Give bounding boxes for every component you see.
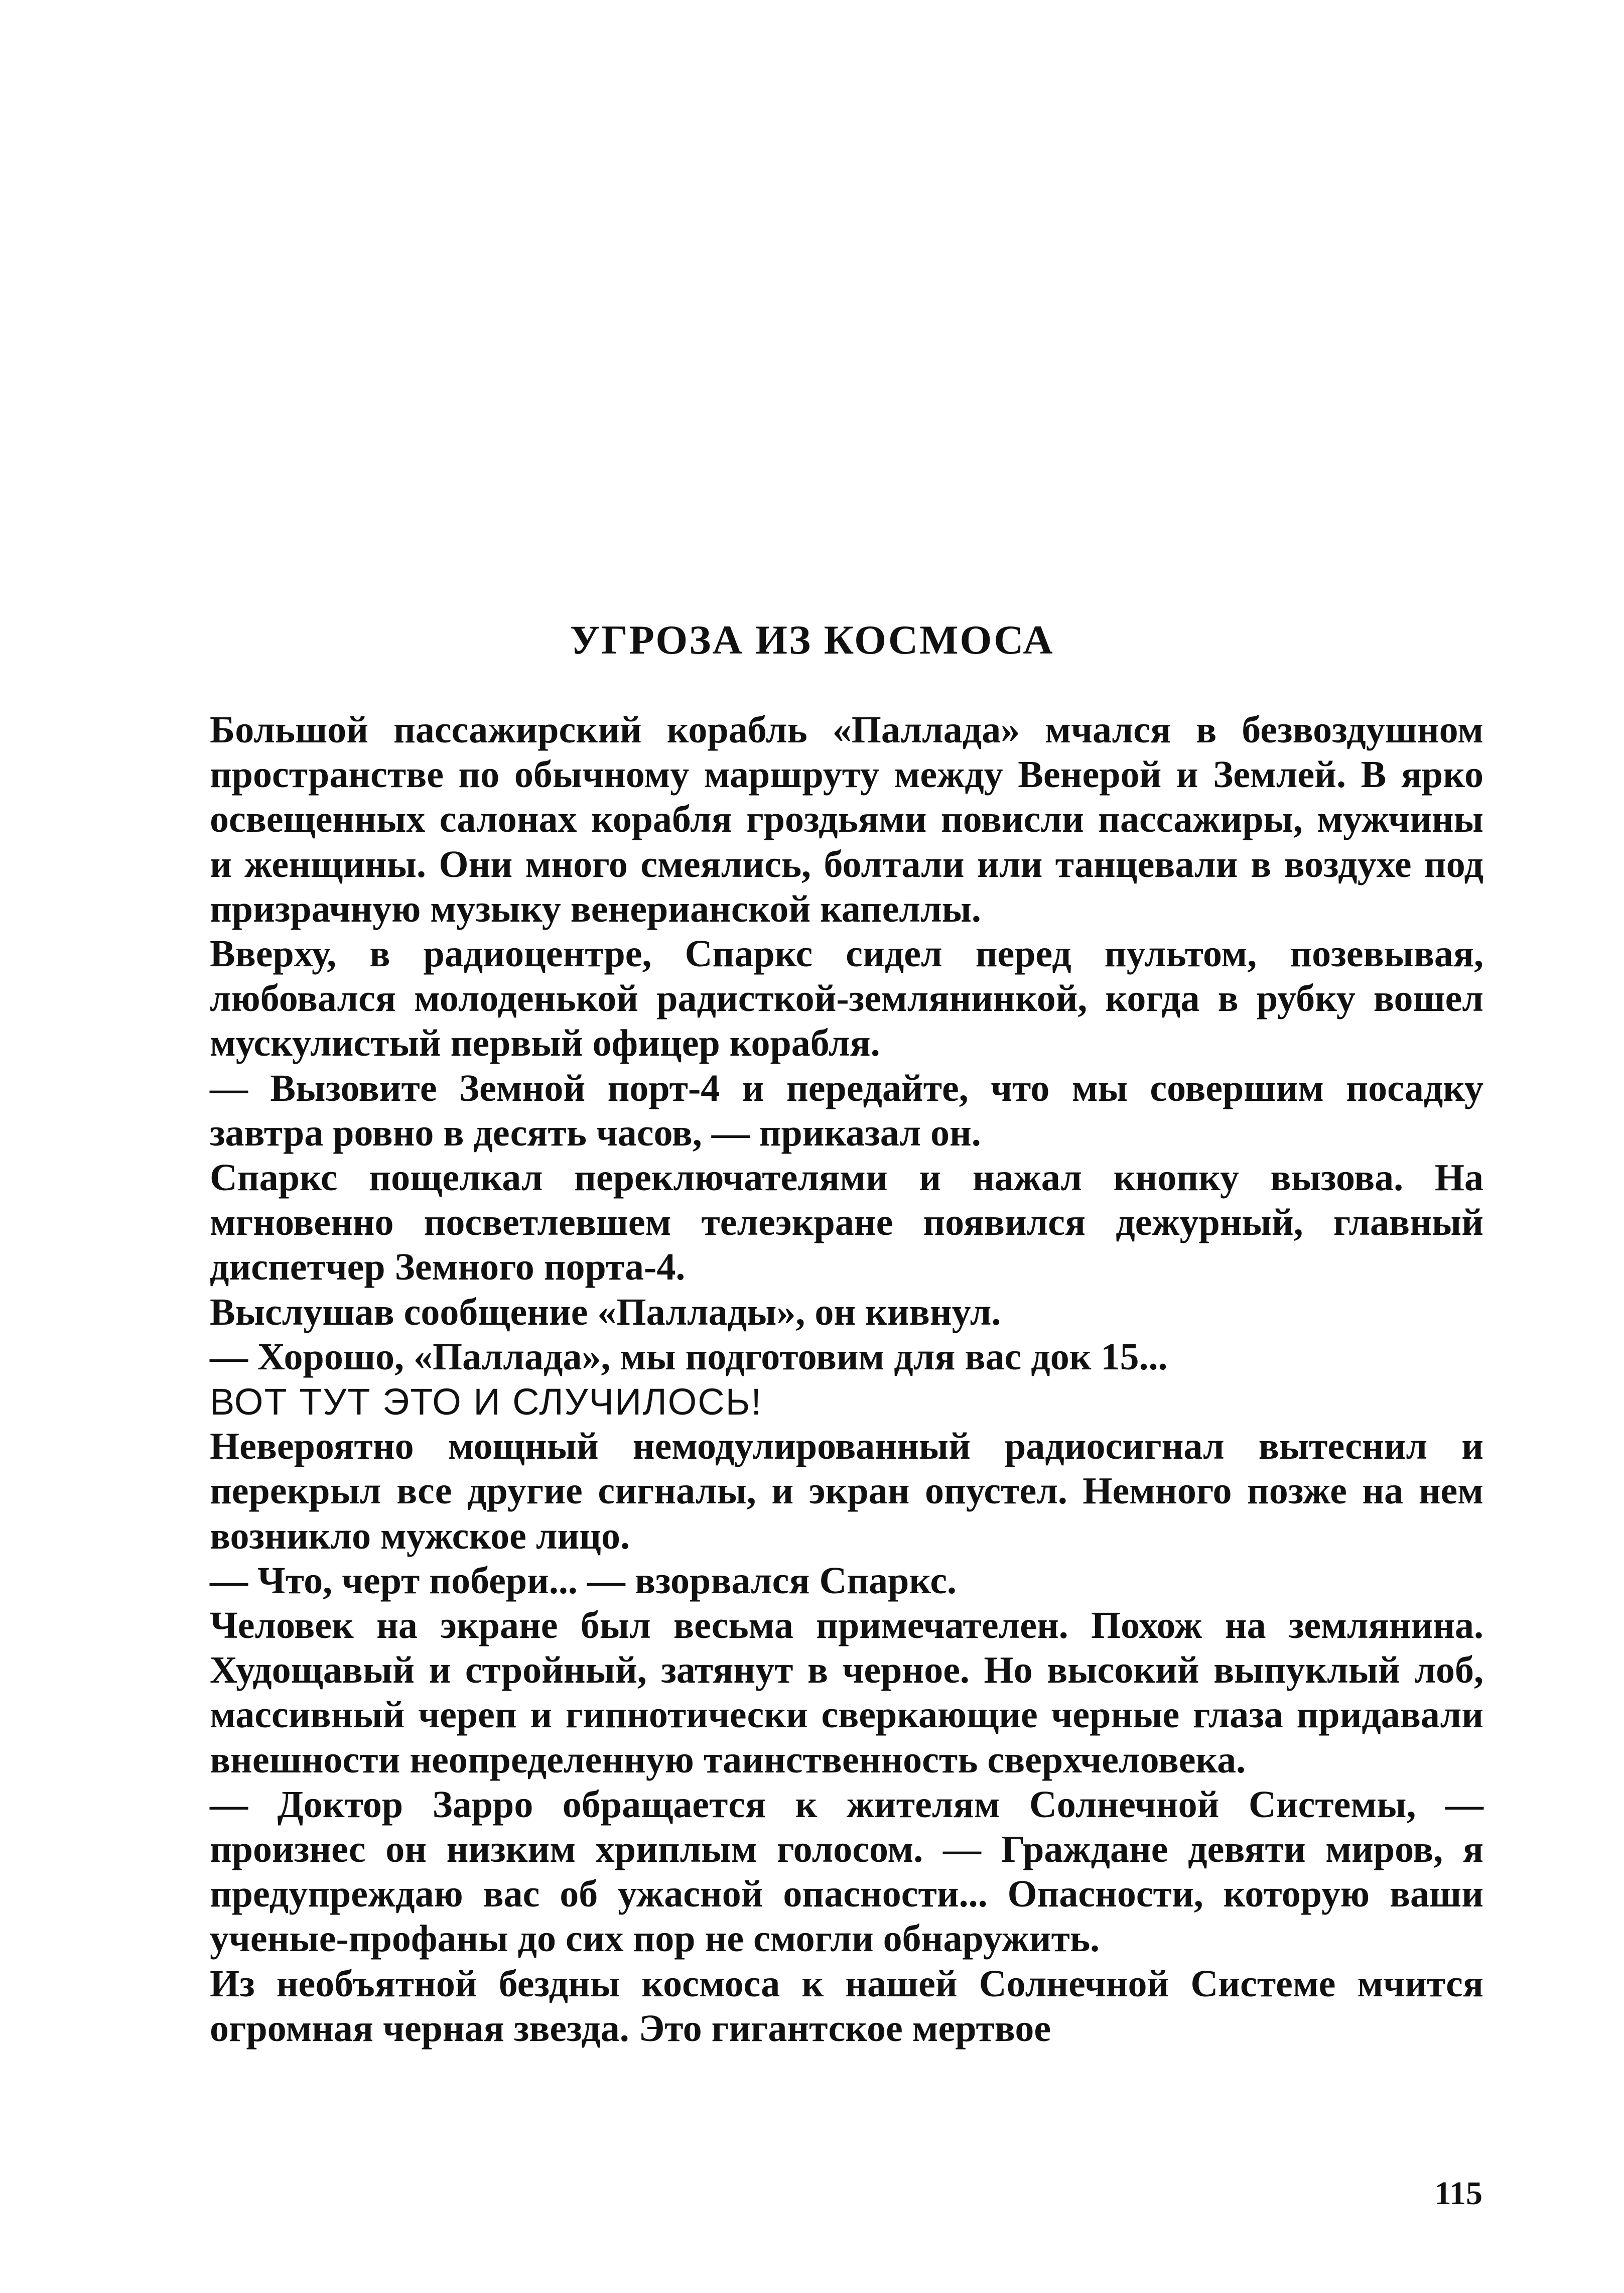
paragraph-7: ВОТ ТУТ ЭТО И СЛУЧИЛОСЬ! — [210, 1381, 762, 1423]
chapter-title: УГРОЗА ИЗ КОСМОСА — [570, 617, 1054, 663]
paragraph-11: — Доктор Зарро обращается к жителям Солнечной Системы, — произнес он низким хриплым голосом. — Граждане девяти миров, я предупреждаю вас об ужасной опасности... Опасности, которую ваши ученые-профаны до сих пор не смогли обнаружить. — [210, 1783, 1483, 1960]
paragraph-12: Из необъятной бездны космоса к нашей Солнечной Системе мчится огромная черная звезда. Это гигантское мертвое — [210, 1962, 1483, 2050]
page-number: 115 — [1434, 2175, 1482, 2212]
paragraph-8: Невероятно мощный немодулированный радиосигнал вытеснил и перекрыл все другие сигналы, и экран опустел. Немного позже на нем возникло мужское лицо. — [210, 1425, 1483, 1557]
paragraph-5: Выслушав сообщение «Паллады», он кивнул. — [210, 1291, 1001, 1333]
paragraph-2: Вверху, в радиоцентре, Спаркс сидел перед пультом, позевывая, любовался молоденькой радисткой-землянинкой, когда в рубку вошел мускулистый первый офицер корабля. — [210, 933, 1483, 1065]
paragraph-1: Большой пассажирский корабль «Паллада» мчался в безвоздушном пространстве по обычному маршруту между Венерой и Землей. В ярко освещенных салонах корабля гроздьями повисли пассажиры, мужчины и женщины. Они много смеялись, болтали или танцевали в воздухе под призрачную музыку венерианской капеллы. — [210, 709, 1483, 930]
paragraph-10: Человек на экране был весьма примечателен. Похож на землянина. Худощавый и стройный, затянут в черное. Но высокий выпуклый лоб, массивный череп и гипнотически сверкающие черные глаза придавали внешности неопределенную таинственность сверхчеловека. — [210, 1604, 1483, 1781]
paragraph-4: Спаркс пощелкал переключателями и нажал кнопку вызова. На мгновенно посветлевшем телеэкране появился дежурный, главный диспетчер Земного порта-4. — [210, 1157, 1483, 1289]
paragraph-3: — Вызовите Земной порт-4 и передайте, что мы совершим посадку завтра ровно в десять часов, — приказал он. — [210, 1067, 1483, 1154]
paragraph-6: — Хорошо, «Паллада», мы подготовим для вас док 15... — [210, 1335, 1168, 1378]
paragraph-9: — Что, черт побери... — взорвался Спаркс. — [210, 1559, 957, 1602]
body-text — [210, 708, 1483, 2051]
